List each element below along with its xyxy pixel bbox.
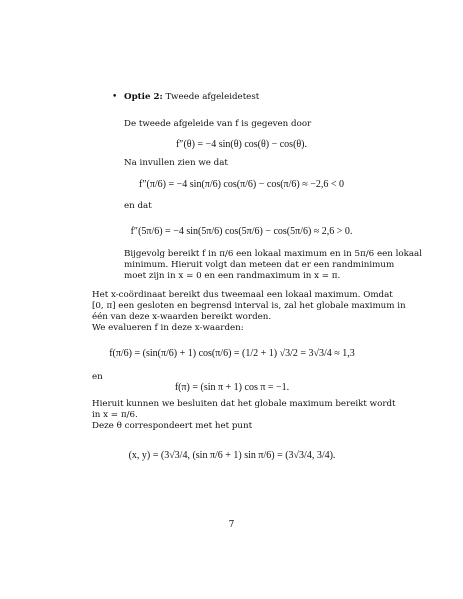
paragraph-1: De tweede afgeleide van f is gegeven door xyxy=(124,119,312,129)
option-heading xyxy=(124,92,259,103)
equation-f-at-pi-over-6: f(π/6) = (sin(π/6) + 1) cos(π/6) = (1/2 + 1) √3/2 = 3√3/4 ≈ 1,3 xyxy=(109,348,355,359)
paragraph-en: en xyxy=(92,372,103,382)
conclusion-line-1: Bijgevolg bereikt f in π/6 een lokaal maximum en in 5π/6 een lokaal xyxy=(124,249,423,259)
equation-second-derivative: f″(θ) = −4 sin(θ) cos(θ) − cos(θ). xyxy=(175,139,308,150)
paragraph-2: Na invullen zien we dat xyxy=(124,158,228,168)
result-line-3: Deze θ correspondeert met het punt xyxy=(92,421,253,431)
conclusion-line-3: moet zijn in x = 0 en een randmaximum in x = π. xyxy=(124,271,341,281)
analysis-line-1: Het x-coördinaat bereikt dus tweemaal een lokaal maximum. Omdat xyxy=(92,290,393,300)
option-label: Optie 2: xyxy=(124,92,163,102)
bullet-icon: • xyxy=(112,92,118,102)
result-line-2: in x = π/6. xyxy=(92,410,138,420)
equation-at-pi-over-6: f″(π/6) = −4 sin(π/6) cos(π/6) − cos(π/6) ≈ −2,6 < 0 xyxy=(139,179,344,190)
analysis-line-3: één van deze x-waarden bereikt worden. xyxy=(92,312,272,322)
page-number: 7 xyxy=(228,520,235,530)
result-line-1: Hieruit kunnen we besluiten dat het globale maximum bereikt wordt xyxy=(92,399,396,409)
paragraph-3: en dat xyxy=(124,201,152,211)
conclusion-line-2: minimum. Hieruit volgt dan meteen dat er een randminimum xyxy=(124,260,395,270)
equation-at-5pi-over-6: f″(5π/6) = −4 sin(5π/6) cos(5π/6) − cos(5π/6) ≈ 2,6 > 0. xyxy=(130,226,353,237)
equation-point: (x, y) = (3√3/4, (sin π/6 + 1) sin π/6) = (3√3/4, 3/4). xyxy=(128,450,336,461)
equation-f-at-pi: f(π) = (sin π + 1) cos π = −1. xyxy=(174,382,290,393)
analysis-line-4: We evalueren f in deze x-waarden: xyxy=(92,323,244,333)
analysis-line-2: [0, π] een gesloten en begrensd interval is, zal het globale maximum in xyxy=(92,301,406,311)
option-title: Tweede afgeleidetest xyxy=(165,92,260,102)
